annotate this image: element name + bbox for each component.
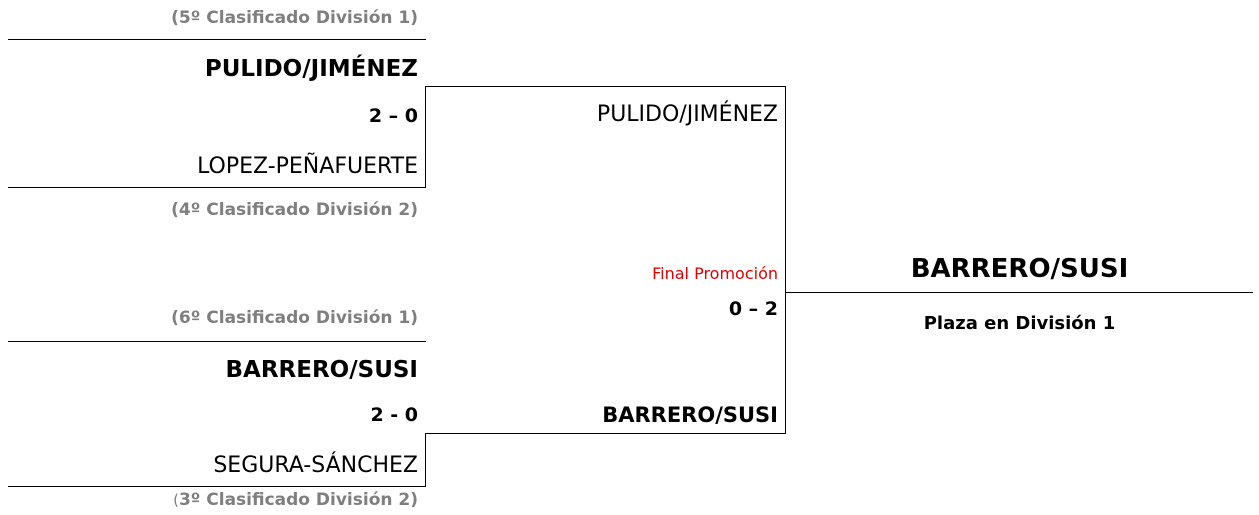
final-team-bottom: BARRERO/SUSI xyxy=(602,403,778,427)
semi2-winner: BARRERO/SUSI xyxy=(225,357,418,383)
semi1-top-line xyxy=(8,39,426,40)
semi2-bottom-note-text: 3º Clasificado División 2) xyxy=(178,490,418,510)
semi1-winner: PULIDO/JIMÉNEZ xyxy=(204,56,418,82)
champion-name: BARRERO/SUSI xyxy=(910,254,1129,284)
semi1-bottom-line xyxy=(8,187,426,188)
champion-line xyxy=(785,292,1253,293)
semi2-bottom-note xyxy=(8,492,418,509)
semi1-top-note: (5º Clasificado División 1) xyxy=(171,8,418,28)
semi1-loser: LOPEZ-PEÑAFUERTE xyxy=(197,154,418,179)
semi2-score: 2 - 0 xyxy=(370,404,418,426)
semi2-loser: SEGURA-SÁNCHEZ xyxy=(213,453,418,478)
final-top-line xyxy=(425,86,786,87)
semi2-bottom-note-paren: ( xyxy=(173,491,179,509)
final-label: Final Promoción xyxy=(652,264,778,283)
final-score: 0 – 2 xyxy=(728,298,778,320)
semi2-bottom-line xyxy=(8,486,426,487)
semi1-bottom-note: (4º Clasificado División 2) xyxy=(171,200,418,220)
final-right-connector xyxy=(785,86,786,434)
semi2-right-connector xyxy=(425,433,426,487)
champion-subtitle: Plaza en División 1 xyxy=(923,313,1116,334)
semi2-top-note: (6º Clasificado División 1) xyxy=(171,308,418,328)
semi1-score: 2 – 0 xyxy=(368,105,418,127)
final-team-top: PULIDO/JIMÉNEZ xyxy=(596,102,778,127)
final-bottom-line xyxy=(425,433,786,434)
semi1-right-connector xyxy=(425,86,426,188)
semi2-top-line xyxy=(8,341,426,342)
